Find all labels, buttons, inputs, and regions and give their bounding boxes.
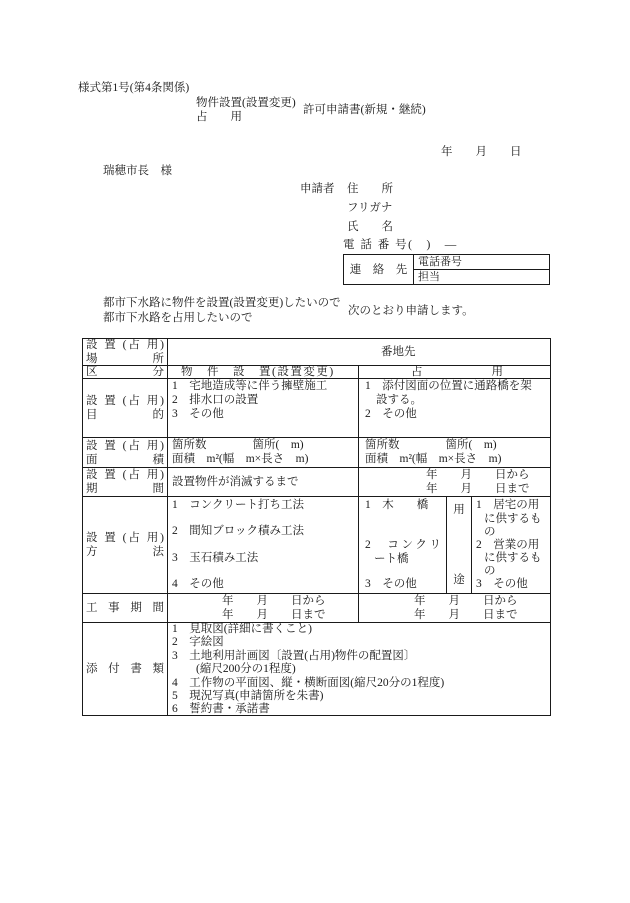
- contact-phone-label: 電話番号: [418, 256, 462, 268]
- period-occupancy-to: 年 月 日まで: [426, 483, 530, 495]
- area-installation-count: 箇所数 箇所( m): [172, 439, 304, 451]
- applicant-address-label: 住 所: [347, 183, 393, 195]
- area-occupancy-count: 箇所数 箇所( m): [365, 439, 497, 451]
- addressee: 瑞穂市長 様: [103, 165, 172, 177]
- contact-person-label: 担当: [418, 271, 440, 283]
- title-installation: 物件設置(設置変更): [196, 97, 296, 109]
- construction-occupancy-from: 年 月 日から: [414, 595, 518, 607]
- attachment-item: 5 現況写真(申請箇所を朱書): [172, 690, 324, 703]
- construction-period-label-cell: [82, 593, 168, 623]
- bridge-type-item-continued: ート橋: [374, 553, 409, 565]
- purpose-occupancy-cell: [358, 378, 551, 438]
- category-installation-cell: [167, 365, 359, 379]
- use-item-continued: に供するも: [484, 513, 542, 525]
- use-item-continued: の: [484, 565, 496, 577]
- method-installation-item: 3 玉石積み工法: [172, 552, 259, 564]
- purpose-installation-item: 3 その他: [172, 408, 224, 420]
- method-bridge-type-cell: [358, 496, 447, 594]
- location-label-line: 設 置 (占 用): [86, 339, 164, 351]
- applicant-heading: 申請者: [300, 183, 335, 195]
- period-occupancy-from: 年 月 日から: [426, 469, 530, 481]
- contact-person-cell: [413, 269, 550, 285]
- contact-label-cell: [343, 254, 414, 285]
- form-number: 様式第1号(第4条関係): [78, 82, 190, 94]
- use-item: 2 営業の用: [476, 539, 540, 551]
- construction-installation-to: 年 月 日まで: [222, 609, 326, 621]
- attachment-item: 1 見取図(詳細に書くこと): [172, 623, 312, 635]
- attachment-item: 3 土地利用計画図〔設置(占用)物件の配置図〕: [172, 649, 416, 662]
- attachments-label-cell: [82, 622, 168, 716]
- contact-phone-cell: [413, 254, 550, 270]
- area-occupancy-size: 面積 m²(幅 m×長さ m): [365, 453, 502, 465]
- use-label-bottom: 途: [453, 574, 465, 586]
- purpose-installation-item: 1 宅地造成等に伴う擁壁施工: [172, 380, 328, 392]
- category-occupancy: 占 用: [411, 366, 503, 378]
- use-label-top: 用: [453, 504, 465, 516]
- title-suffix: 許可申請書(新規・継続): [303, 104, 426, 116]
- use-item-continued: の: [484, 526, 496, 538]
- method-label-line: 方 法: [86, 546, 164, 558]
- intro-occupancy-line: 都市下水路を占用したいので: [103, 312, 253, 324]
- applicant-phone-label: 電 話 番 号( ) —: [343, 239, 458, 251]
- area-label-line: 設 置 (占 用): [86, 439, 164, 452]
- period-occupancy-cell: [358, 467, 551, 497]
- applicant-name-label: 氏 名: [347, 221, 393, 233]
- purpose-installation-item: 2 排水口の設置: [172, 394, 259, 406]
- attachment-item-note: (縮尺200分の1程度): [196, 663, 296, 676]
- construction-occupancy-to: 年 月 日まで: [414, 609, 518, 621]
- location-label-line: 場 所: [86, 353, 164, 365]
- use-cell: [471, 496, 551, 594]
- category-label: 区 分: [86, 366, 164, 378]
- bridge-type-item: 2 コンクリ: [365, 539, 441, 551]
- contact-label: 連 絡 先: [349, 263, 408, 276]
- purpose-occupancy-item: 2 その他: [365, 408, 417, 420]
- intro-closing: 次のとおり申請します。: [348, 305, 474, 317]
- area-label-line: 面 積: [86, 453, 164, 466]
- use-item-continued: に供するも: [484, 552, 542, 564]
- period-label-line: 設 置 (占 用): [86, 469, 164, 481]
- method-label-cell: [82, 496, 168, 594]
- period-label-line: 期 間: [86, 483, 164, 495]
- category-label-cell: [82, 365, 168, 379]
- contact-box: [343, 254, 550, 285]
- purpose-label-cell: [82, 378, 168, 438]
- period-installation-cell: [167, 467, 359, 497]
- bridge-type-item: 3 その他: [365, 578, 417, 590]
- purpose-label-line: 設 置 (占 用): [86, 395, 164, 407]
- intro-installation-line: 都市下水路に物件を設置(設置変更)したいので: [103, 297, 341, 309]
- category-occupancy-cell: [358, 365, 551, 379]
- location-value-cell: [167, 338, 551, 366]
- area-installation-size: 面積 m²(幅 m×長さ m): [172, 453, 309, 465]
- method-installation-cell: [167, 496, 359, 594]
- use-item: 1 居宅の用: [476, 499, 540, 511]
- location-value: 番地先: [381, 346, 416, 358]
- application-table: [82, 338, 551, 716]
- construction-period-occupancy-cell: [358, 593, 551, 623]
- location-label-cell: [82, 338, 168, 366]
- purpose-installation-cell: [167, 378, 359, 438]
- category-installation: 物 件 設 置(設置変更): [181, 366, 335, 378]
- period-installation: 設置物件が消滅するまで: [172, 476, 299, 488]
- attachments-cell: [167, 622, 551, 716]
- attachments-label: 添 付 書 類: [86, 663, 164, 675]
- construction-period-label: 工 事 期 間: [86, 602, 164, 614]
- title-occupancy: 占 用: [196, 111, 242, 123]
- use-item: 3 その他: [476, 578, 528, 590]
- application-date: 年 月 日: [441, 146, 522, 158]
- purpose-occupancy-item: 1 添付図面の位置に通路橋を架: [365, 380, 532, 392]
- construction-period-installation-cell: [167, 593, 359, 623]
- area-installation-cell: [167, 437, 359, 468]
- method-installation-item: 4 その他: [172, 578, 224, 590]
- area-label-cell: [82, 437, 168, 468]
- attachment-item: 6 誓約書・承諾書: [172, 703, 270, 716]
- method-installation-item: 1 コンクリート打ち工法: [172, 499, 305, 511]
- bridge-type-item: 1 木 橋: [365, 499, 429, 511]
- construction-installation-from: 年 月 日から: [222, 595, 326, 607]
- attachment-item: 2 字絵図: [172, 636, 224, 649]
- purpose-occupancy-item-continued: 設する。: [376, 394, 422, 406]
- applicant-furigana-label: フリガナ: [347, 202, 393, 214]
- purpose-label-line: 目 的: [86, 409, 164, 421]
- attachment-item: 4 工作物の平面図、縦・横断面図(縮尺20分の1程度): [172, 676, 445, 689]
- method-installation-item: 2 間知ブロック積み工法: [172, 525, 305, 537]
- area-occupancy-cell: [358, 437, 551, 468]
- period-label-cell: [82, 467, 168, 497]
- use-label-cell: [446, 496, 472, 594]
- method-label-line: 設 置 (占 用): [86, 532, 164, 544]
